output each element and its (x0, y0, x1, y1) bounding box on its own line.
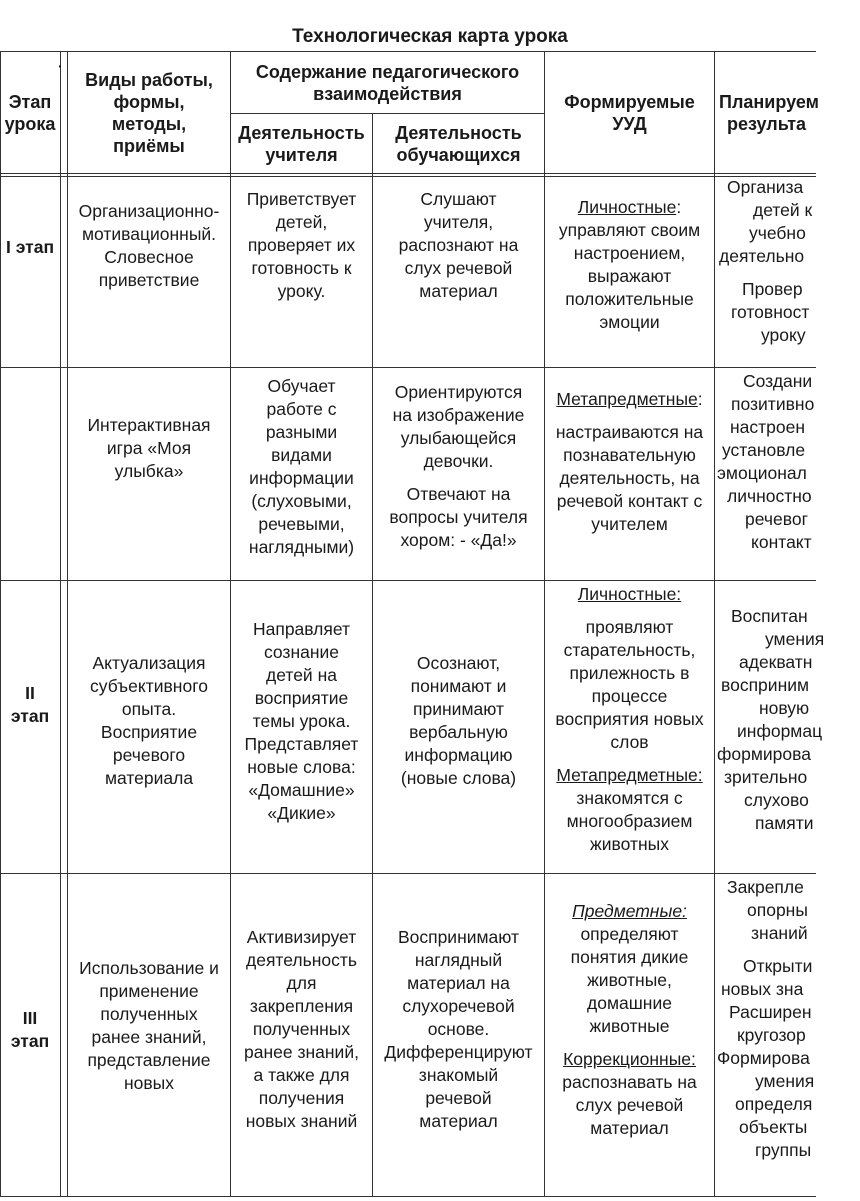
row4-stage-text: III (22, 1008, 38, 1028)
text-line: понятия дикие (570, 947, 689, 967)
uud-label-personal: Личностные: (577, 584, 682, 604)
text-line: Закрепле (727, 877, 804, 897)
header-work (68, 52, 230, 173)
text-line: Осознают, (416, 653, 501, 673)
header-stage (0, 52, 60, 173)
text-line: темы урока. (252, 711, 351, 731)
text-line: домашние (587, 993, 672, 1013)
text-line: Активизирует (246, 927, 357, 947)
text-line: настроением, (573, 243, 686, 263)
text-line: проявляют (585, 617, 674, 637)
header-results-line: Планируем (719, 91, 819, 112)
text-line: вопросы учителя (389, 507, 528, 527)
text-line: позитивно (731, 394, 815, 414)
text-line: познавательную (563, 445, 696, 465)
row1-work (68, 200, 230, 360)
text-line: прилежность в (569, 663, 690, 683)
text-line: процессе (591, 686, 668, 706)
text-line: новую (759, 698, 810, 718)
table-bottom-border (0, 1196, 816, 1197)
header-content-line: взаимодействия (313, 83, 462, 104)
text-line: детей на (266, 665, 337, 685)
text-line: детей, (275, 212, 328, 232)
text-line: речевог (745, 509, 808, 529)
row3-students (373, 652, 544, 802)
text-line: материал (419, 1111, 498, 1131)
text-line: детей к (753, 200, 813, 220)
text-line: Актуализация (92, 653, 206, 673)
text-line: контакт (751, 532, 812, 552)
text-line: эмоционал (717, 463, 807, 483)
row3-results (715, 605, 825, 845)
text-line: Ориентируются (394, 382, 523, 402)
text-line: основе. (427, 1019, 490, 1039)
row2-teacher (231, 375, 372, 575)
text-line: уроку. (277, 281, 326, 301)
text-line: хором: - «Да!» (400, 530, 517, 550)
row4-teacher (231, 926, 372, 1146)
text-line: Представляет (244, 734, 359, 754)
text-line: Обучает (267, 376, 336, 396)
text-line: ранее знаний, (91, 1027, 207, 1047)
text-line: Приветствует (246, 189, 357, 209)
text-line: для (286, 973, 317, 993)
header-work-line: приёмы (113, 135, 185, 156)
text-line: восприним (721, 675, 810, 695)
text-line: материал на (407, 973, 510, 993)
text-line: Создани (743, 371, 813, 391)
text-line: зрительно (724, 767, 808, 787)
row2-uud (545, 388, 714, 573)
text-line: Восприятие (100, 722, 198, 742)
header-uud (545, 52, 714, 173)
text-line: а также для (253, 1065, 350, 1085)
row-divider-2 (0, 580, 816, 581)
row2-students (373, 381, 544, 576)
text-line: Организационно- (78, 201, 220, 221)
text-line: (новые слова) (400, 768, 517, 788)
text-line: кругозор (737, 1025, 806, 1045)
document-title: Технологическая карта урока (292, 26, 568, 47)
text-line: управляют своим (558, 220, 701, 240)
header-uud-line: Формируемые (564, 91, 695, 112)
text-line: Организа (727, 177, 804, 197)
text-line: речевыми, (258, 514, 345, 534)
text-line: улыбающейся (400, 428, 517, 448)
text-line: опыта. (121, 699, 177, 719)
row1-results (715, 176, 816, 366)
row4-work (68, 957, 230, 1107)
uud-label-subject: Предметные: (572, 901, 687, 921)
text-line: речевого (112, 745, 186, 765)
text-line: объекты (739, 1117, 808, 1137)
row1-stage (0, 177, 60, 317)
text-line: полученных (252, 1019, 351, 1039)
text-line: опорны (747, 900, 808, 920)
header-work-line: формы, (113, 91, 185, 112)
text-line: выражают (587, 266, 672, 286)
text-line: личностно (727, 486, 812, 506)
row3-teacher (231, 618, 372, 838)
header-results-line: результа (727, 113, 807, 134)
uud-label-meta: Метапредметные: (556, 765, 703, 785)
header-bottom-border (0, 173, 816, 174)
row3-work (68, 652, 230, 802)
text-line: определя (735, 1094, 813, 1114)
header-stage-line: урока (4, 113, 56, 134)
row4-uud (545, 900, 714, 1160)
text-line: принимают (413, 699, 504, 719)
row1-teacher (231, 188, 372, 358)
text-line: разными (265, 422, 338, 442)
text-line: готовность к (251, 258, 352, 278)
text-line: Открыти (743, 956, 813, 976)
text-line: закрепления (249, 996, 354, 1016)
text-line: животные, (587, 970, 672, 990)
row1-stage-text: I этап (5, 236, 55, 257)
header-bottom-border-double (0, 176, 816, 177)
text-line: ранее знаний, (244, 1042, 359, 1062)
text-line: Воспринимают (397, 927, 520, 947)
text-line: знакомый (418, 1065, 499, 1085)
text-line: животных (590, 834, 669, 854)
text-line: Расширен (729, 1002, 812, 1022)
text-line: учителем (591, 514, 668, 534)
text-line: речевой (425, 1088, 492, 1108)
text-line: работе с (266, 399, 337, 419)
text-line: информац (737, 721, 823, 741)
text-line: знаний (751, 923, 808, 943)
text-line: умения (755, 1071, 815, 1091)
text-line: Провер (742, 279, 803, 299)
text-line: распознают на (398, 235, 519, 255)
text-line: установле (722, 440, 806, 460)
header-work-line: методы, (111, 113, 187, 134)
text-line: проверяет их (247, 235, 356, 255)
text-line: «Дикие» (267, 803, 336, 823)
text-line: применение (99, 981, 199, 1001)
header-work-line: Виды работы, (85, 69, 213, 90)
text-line: настроен (730, 417, 806, 437)
text-line: игра «Моя (106, 438, 192, 458)
text-line: формирова (717, 744, 811, 764)
text-line: Направляет (252, 619, 351, 639)
header-content (231, 52, 544, 113)
uud-label-colon: : (676, 197, 682, 217)
text-line: деятельно (719, 246, 805, 266)
header-teacher-line: Деятельность (238, 122, 365, 143)
text-line: новых зна (721, 979, 804, 999)
header-students-line: Деятельность (395, 122, 522, 143)
text-line: Воспитан (731, 606, 808, 626)
stray-dot: · (58, 58, 63, 74)
text-line: Использование и (79, 958, 219, 978)
row3-stage-text: II (25, 683, 35, 703)
text-line: эмоции (599, 312, 660, 332)
text-line: речевой контакт с (556, 491, 703, 511)
row3-uud (545, 583, 714, 868)
text-line: сознание (263, 642, 340, 662)
text-line: на изображение (392, 405, 525, 425)
text-line: представление (87, 1050, 211, 1070)
text-line: наглядными) (248, 537, 355, 557)
row1-uud (545, 196, 714, 361)
row4-students (371, 926, 546, 1146)
text-line: материал (590, 1118, 669, 1138)
text-line: «Домашние» (248, 780, 355, 800)
text-line: наглядный (414, 950, 503, 970)
header-students (373, 114, 544, 173)
text-line: положительные (565, 289, 694, 309)
row-divider-3 (0, 873, 816, 874)
text-line: слух речевой (575, 1095, 684, 1115)
text-line: материал (419, 281, 498, 301)
header-uud-line: УУД (612, 113, 647, 134)
text-line: настраиваются на (555, 422, 704, 442)
uud-label-line (556, 388, 702, 411)
text-line: мотивационный. (81, 224, 217, 244)
text-line: старательность, (563, 640, 696, 660)
uud-label-meta: Метапредметные (556, 389, 698, 409)
text-line: Формирова (717, 1048, 810, 1068)
text-line: адекватн (739, 652, 813, 672)
text-line: девочки. (423, 451, 494, 471)
text-line: группы (755, 1140, 812, 1160)
row3-stage (0, 660, 60, 750)
text-line: восприятия новых (555, 709, 704, 729)
text-line: получения (258, 1088, 345, 1108)
uud-label-personal: Личностные (577, 197, 677, 217)
text-line: распознавать на (562, 1072, 697, 1092)
row4-results (715, 876, 816, 1194)
text-line: слух речевой (404, 258, 513, 278)
text-line: животные (589, 1016, 670, 1036)
text-line: умения (765, 629, 825, 649)
text-line: приветствие (98, 270, 200, 290)
row1-students (373, 188, 544, 358)
uud-label-line (578, 196, 681, 219)
text-line: материала (104, 768, 194, 788)
text-line: уроку (761, 325, 806, 345)
header-teacher-line: учителя (265, 144, 338, 165)
text-line: субъективного (90, 676, 208, 696)
text-line: восприятие (254, 688, 349, 708)
row-divider-1 (0, 367, 816, 368)
text-line: новые слова: (247, 757, 356, 777)
uud-label-correction: Коррекционные: (563, 1049, 696, 1069)
text-line: памяти (755, 813, 814, 833)
text-line: информации (249, 468, 354, 488)
text-line: деятельность, на (559, 468, 700, 488)
text-line: (слуховыми, (251, 491, 352, 511)
text-line: новых (123, 1073, 175, 1093)
header-students-line: обучающихся (396, 144, 521, 165)
text-line: Отвечают на (406, 484, 511, 504)
row2-results (715, 370, 816, 575)
header-stage-line: Этап (8, 91, 52, 112)
text-line: учебно (749, 223, 806, 243)
row4-stage-text: этап (10, 1031, 50, 1051)
text-line: слухово (744, 790, 809, 810)
text-line: вербальную (409, 722, 508, 742)
text-line: Словесное (104, 247, 194, 267)
text-line: полученных (100, 1004, 198, 1024)
text-line: слов (610, 732, 649, 752)
text-line: улыбка» (114, 461, 184, 481)
text-line: информацию (404, 745, 513, 765)
text-line: Интерактивная (87, 415, 211, 435)
row4-stage (0, 985, 60, 1075)
text-line: готовност (731, 302, 810, 322)
text-line: учителя, (423, 212, 494, 232)
uud-label-colon: : (697, 389, 703, 409)
text-line: Слушают (420, 189, 497, 209)
header-teacher (231, 114, 372, 173)
text-line: понимают и (410, 676, 507, 696)
row3-stage-text: этап (10, 706, 50, 726)
text-line: видами (271, 445, 332, 465)
col-divider-stage (60, 51, 61, 1197)
text-line: знакомятся с (576, 788, 683, 808)
header-content-line: Содержание педагогического (255, 61, 520, 82)
row2-work (68, 414, 230, 564)
text-line: Дифференцируют (384, 1042, 533, 1062)
text-line: определяют (580, 924, 679, 944)
text-line: слухоречевой (402, 996, 515, 1016)
text-line: деятельность (246, 950, 357, 970)
text-line: многообразием (566, 811, 693, 831)
text-line: новых знаний (245, 1111, 358, 1131)
header-results (715, 52, 820, 173)
